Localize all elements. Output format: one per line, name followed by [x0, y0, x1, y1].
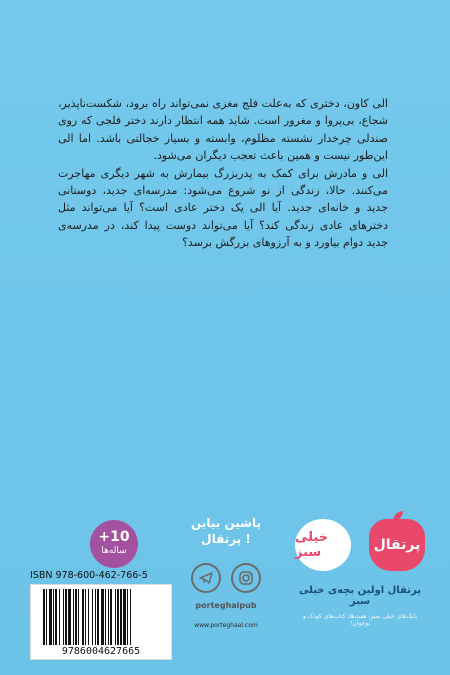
barcode [30, 584, 172, 660]
telegram-icon[interactable] [191, 563, 221, 593]
social-title-line-2: پرتقال ! [201, 532, 251, 546]
publisher-tagline: پرتقال اولین بچه‌ی خیلی سبز [299, 585, 421, 607]
social-block [178, 515, 274, 629]
instagram-icon[interactable] [231, 563, 261, 593]
website-url: www.porteghaal.com [194, 622, 258, 629]
social-title-line-1: پاشین بیاین [191, 516, 261, 530]
blurb-paragraph-2: الی و مادرش برای کمک به پدربزرگ بیمارش به شهر دیگری مهاجرت می‌کنند. حالا، زندگی از نو شروع می‌شود: مدرسه‌ای جدید، دوستانی جدید و خانه‌ای جدید. آیا الی یک دختر عادی است؟ آیا می‌تواند مثل دخترهای عادی زندگی کند؟ آیا می‌تواند دوست پیدا کند، در مدرسه‌ی جدید دوام بیاورد و به آرزوهای بزرگش برسد؟ [58, 166, 388, 250]
age-badge-number: +10 [98, 529, 130, 545]
age-badge-label: ساله‌ها [101, 546, 127, 556]
age-badge [90, 520, 138, 568]
logo-main-text: پرتقال [373, 537, 421, 553]
porteghal-logo [369, 519, 425, 571]
khili-sabz-logo [295, 519, 351, 571]
blurb-text [58, 95, 388, 252]
social-handle: porteghalpub [195, 601, 257, 610]
barcode-bars [43, 589, 163, 645]
barcode-number: 9786004627665 [61, 646, 141, 657]
publisher-subtag: بانک‌های خیلی سبز، هفت‌ها، کتاب‌های کودک و نوجوان! [302, 613, 417, 627]
logo-sub-text: خیلی سبز [295, 530, 329, 560]
publisher-logo-block [295, 515, 425, 627]
isbn-text: ISBN 978-600-462-766-5 [30, 570, 148, 581]
blurb-paragraph-1: الی کاون، دختری که به‌علت فلج مغزی نمی‌تواند راه برود، شکست‌ناپذیر، شجاع، بی‌پروا و مغرور است. شاید همه انتظار دارند دختر فلجی که روی صندلی چرخدار نشسته مظلوم، وابسته و بسیار خجالتی باشد. اما الی این‌طور نیست و همین باعث تعجب دیگران می‌شود. [58, 97, 388, 163]
